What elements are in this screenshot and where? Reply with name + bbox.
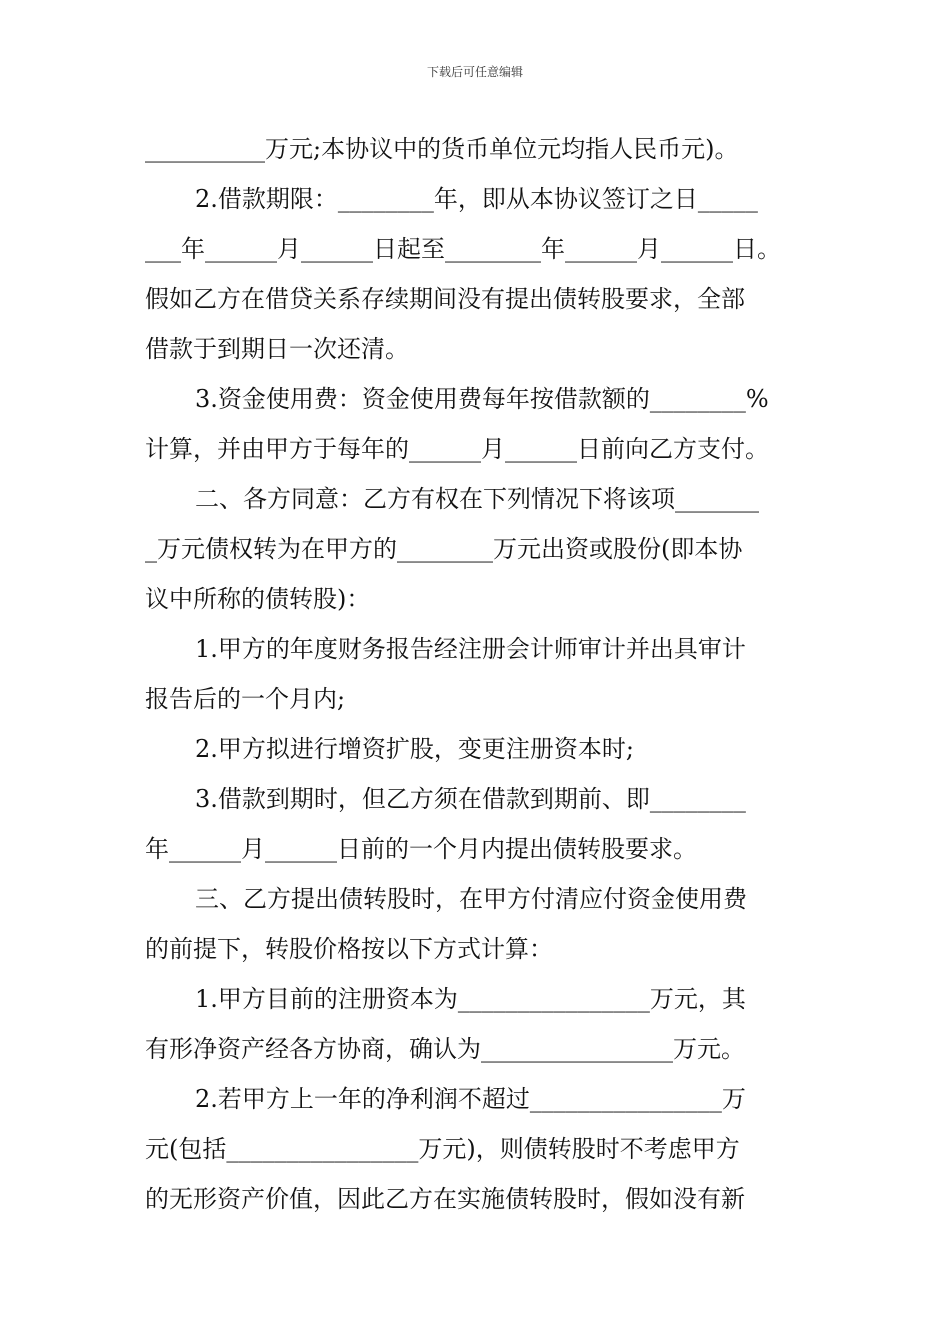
- text-line: 元(包括________________万元)，则债转股时不考虑甲方: [145, 1135, 740, 1163]
- text-line: 2.借款期限：________年，即从本协议签订之日_____: [195, 185, 758, 213]
- text-line: 2.甲方拟进行增资扩股，变更注册资本时;: [195, 735, 634, 763]
- text-line: ___年______月______日起至________年______月______日。: [145, 235, 781, 263]
- text-line: 的前提下，转股价格按以下方式计算：: [145, 935, 553, 963]
- text-line: 2.若甲方上一年的净利润不超过________________万: [195, 1085, 746, 1113]
- text-line: 假如乙方在借贷关系存续期间没有提出债转股要求，全部: [145, 285, 745, 313]
- text-line: _万元债权转为在甲方的________万元出资或股份(即本协: [145, 535, 743, 563]
- text-line: 3.借款到期时，但乙方须在借款到期前、即________: [195, 785, 746, 813]
- text-line: 有形净资产经各方协商，确认为________________万元。: [145, 1035, 745, 1063]
- text-line: 3.资金使用费：资金使用费每年按借款额的________%: [195, 385, 769, 413]
- text-line: 三、乙方提出债转股时，在甲方付清应付资金使用费: [195, 885, 747, 913]
- text-line: 借款于到期日一次还清。: [145, 335, 409, 363]
- text-line: 的无形资产价值，因此乙方在实施债转股时，假如没有新: [145, 1185, 745, 1213]
- text-line: 二、各方同意：乙方有权在下列情况下将该项_______: [195, 485, 759, 513]
- text-line: __________万元;本协议中的货币单位元均指人民币元)。: [145, 135, 739, 163]
- text-line: 1.甲方目前的注册资本为________________万元，其: [195, 985, 746, 1013]
- page-header: 下载后可任意编辑: [426, 65, 523, 79]
- text-line: 报告后的一个月内;: [145, 685, 346, 713]
- text-line: 1.甲方的年度财务报告经注册会计师审计并出具审计: [195, 635, 746, 663]
- text-line: 计算，并由甲方于每年的______月______日前向乙方支付。: [145, 435, 769, 463]
- text-line: 年______月______日前的一个月内提出债转股要求。: [145, 835, 697, 863]
- document-body: [145, 124, 815, 1224]
- text-line: 议中所称的债转股)：: [145, 585, 371, 613]
